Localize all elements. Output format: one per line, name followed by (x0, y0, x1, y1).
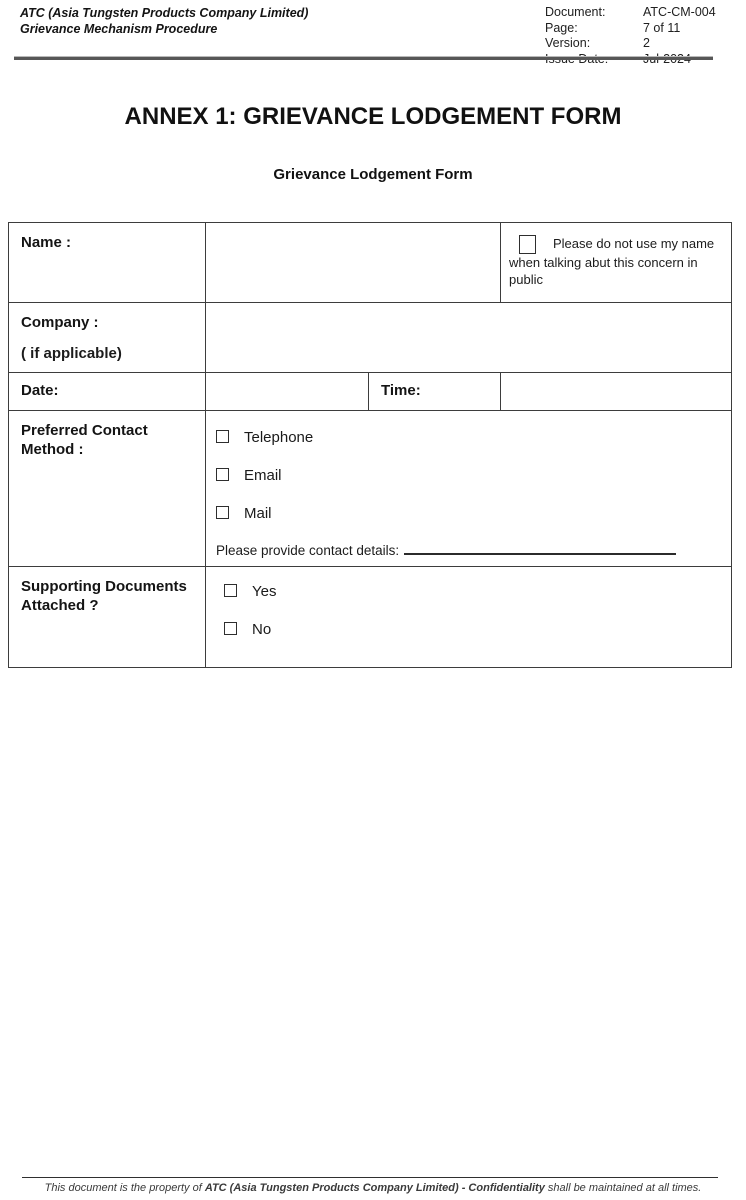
anonymous-note (509, 235, 723, 288)
yes-label: Yes (252, 583, 277, 600)
no-checkbox[interactable] (224, 622, 237, 635)
telephone-checkbox[interactable] (216, 430, 229, 443)
table-row-date-time (9, 373, 732, 411)
name-input-cell[interactable] (206, 223, 501, 303)
meta-label-document: Document: (545, 5, 606, 19)
anonymous-note-text: Please do not use my name when talking abut this concern in public (509, 236, 715, 288)
option-no (224, 621, 721, 638)
name-label: Name : (9, 223, 206, 303)
grievance-form-table (8, 222, 732, 668)
footer-note-prefix: This document is the property of (44, 1182, 205, 1194)
anonymous-checkbox[interactable] (519, 235, 536, 254)
option-telephone (216, 429, 721, 446)
date-label: Date: (9, 373, 206, 411)
meta-label-version: Version: (545, 36, 591, 50)
meta-value-document: ATC-CM-004 (643, 5, 716, 19)
contact-details-label: Please provide contact details: (216, 543, 400, 558)
contact-method-label: Preferred Contact Method : (9, 411, 206, 567)
supporting-options-cell (206, 567, 732, 668)
option-yes (224, 583, 721, 600)
contact-options-cell (206, 411, 732, 567)
footer-note (0, 1182, 746, 1194)
footer-rule (22, 1177, 718, 1178)
meta-label-issue-date: Issue Date: (545, 51, 609, 66)
mail-label: Mail (244, 505, 272, 522)
contact-details-line[interactable] (404, 543, 676, 555)
meta-row-document (545, 5, 716, 21)
company-input-cell[interactable] (206, 303, 732, 373)
meta-value-page: 7 of 11 (643, 20, 681, 35)
mail-checkbox[interactable] (216, 506, 229, 519)
company-label: Company : (21, 314, 99, 331)
meta-value-version: 2 (643, 36, 650, 50)
yes-checkbox[interactable] (224, 584, 237, 597)
meta-label-page: Page: (545, 20, 578, 35)
table-row-company (9, 303, 732, 373)
form-title: Grievance Lodgement Form (273, 166, 473, 183)
company-sublabel: ( if applicable) (21, 345, 122, 362)
contact-details (216, 543, 721, 558)
time-input-cell[interactable] (501, 373, 732, 411)
table-row-contact-method (9, 411, 732, 567)
footer-note-suffix: shall be maintained at all times. (544, 1182, 702, 1194)
company-label-cell (9, 303, 206, 373)
anonymous-note-cell (501, 223, 732, 303)
supporting-docs-label: Supporting Documents Attached ? (9, 567, 206, 668)
telephone-label: Telephone (244, 429, 314, 446)
header-left (20, 5, 308, 37)
meta-value-issue-date: Jul-2024 (643, 51, 691, 66)
header-rule (14, 56, 713, 60)
footer-note-emphasis: ATC (Asia Tungsten Products Company Limited) - Confidentiality (204, 1182, 545, 1194)
date-input-cell[interactable] (206, 373, 369, 411)
option-email (216, 467, 721, 484)
meta-row-version (545, 36, 716, 52)
doc-subtitle: Grievance Mechanism Procedure (20, 22, 218, 36)
org-name: ATC (Asia Tungsten Products Company Limited) (20, 6, 309, 20)
table-row-supporting-docs (9, 567, 732, 668)
no-label: No (252, 621, 272, 638)
option-mail (216, 505, 721, 522)
email-label: Email (244, 467, 282, 484)
meta-row-page (545, 21, 716, 37)
table-row-name (9, 223, 732, 303)
email-checkbox[interactable] (216, 468, 229, 481)
annex-title: ANNEX 1: GRIEVANCE LODGEMENT FORM (124, 103, 622, 130)
time-label: Time: (369, 373, 501, 411)
